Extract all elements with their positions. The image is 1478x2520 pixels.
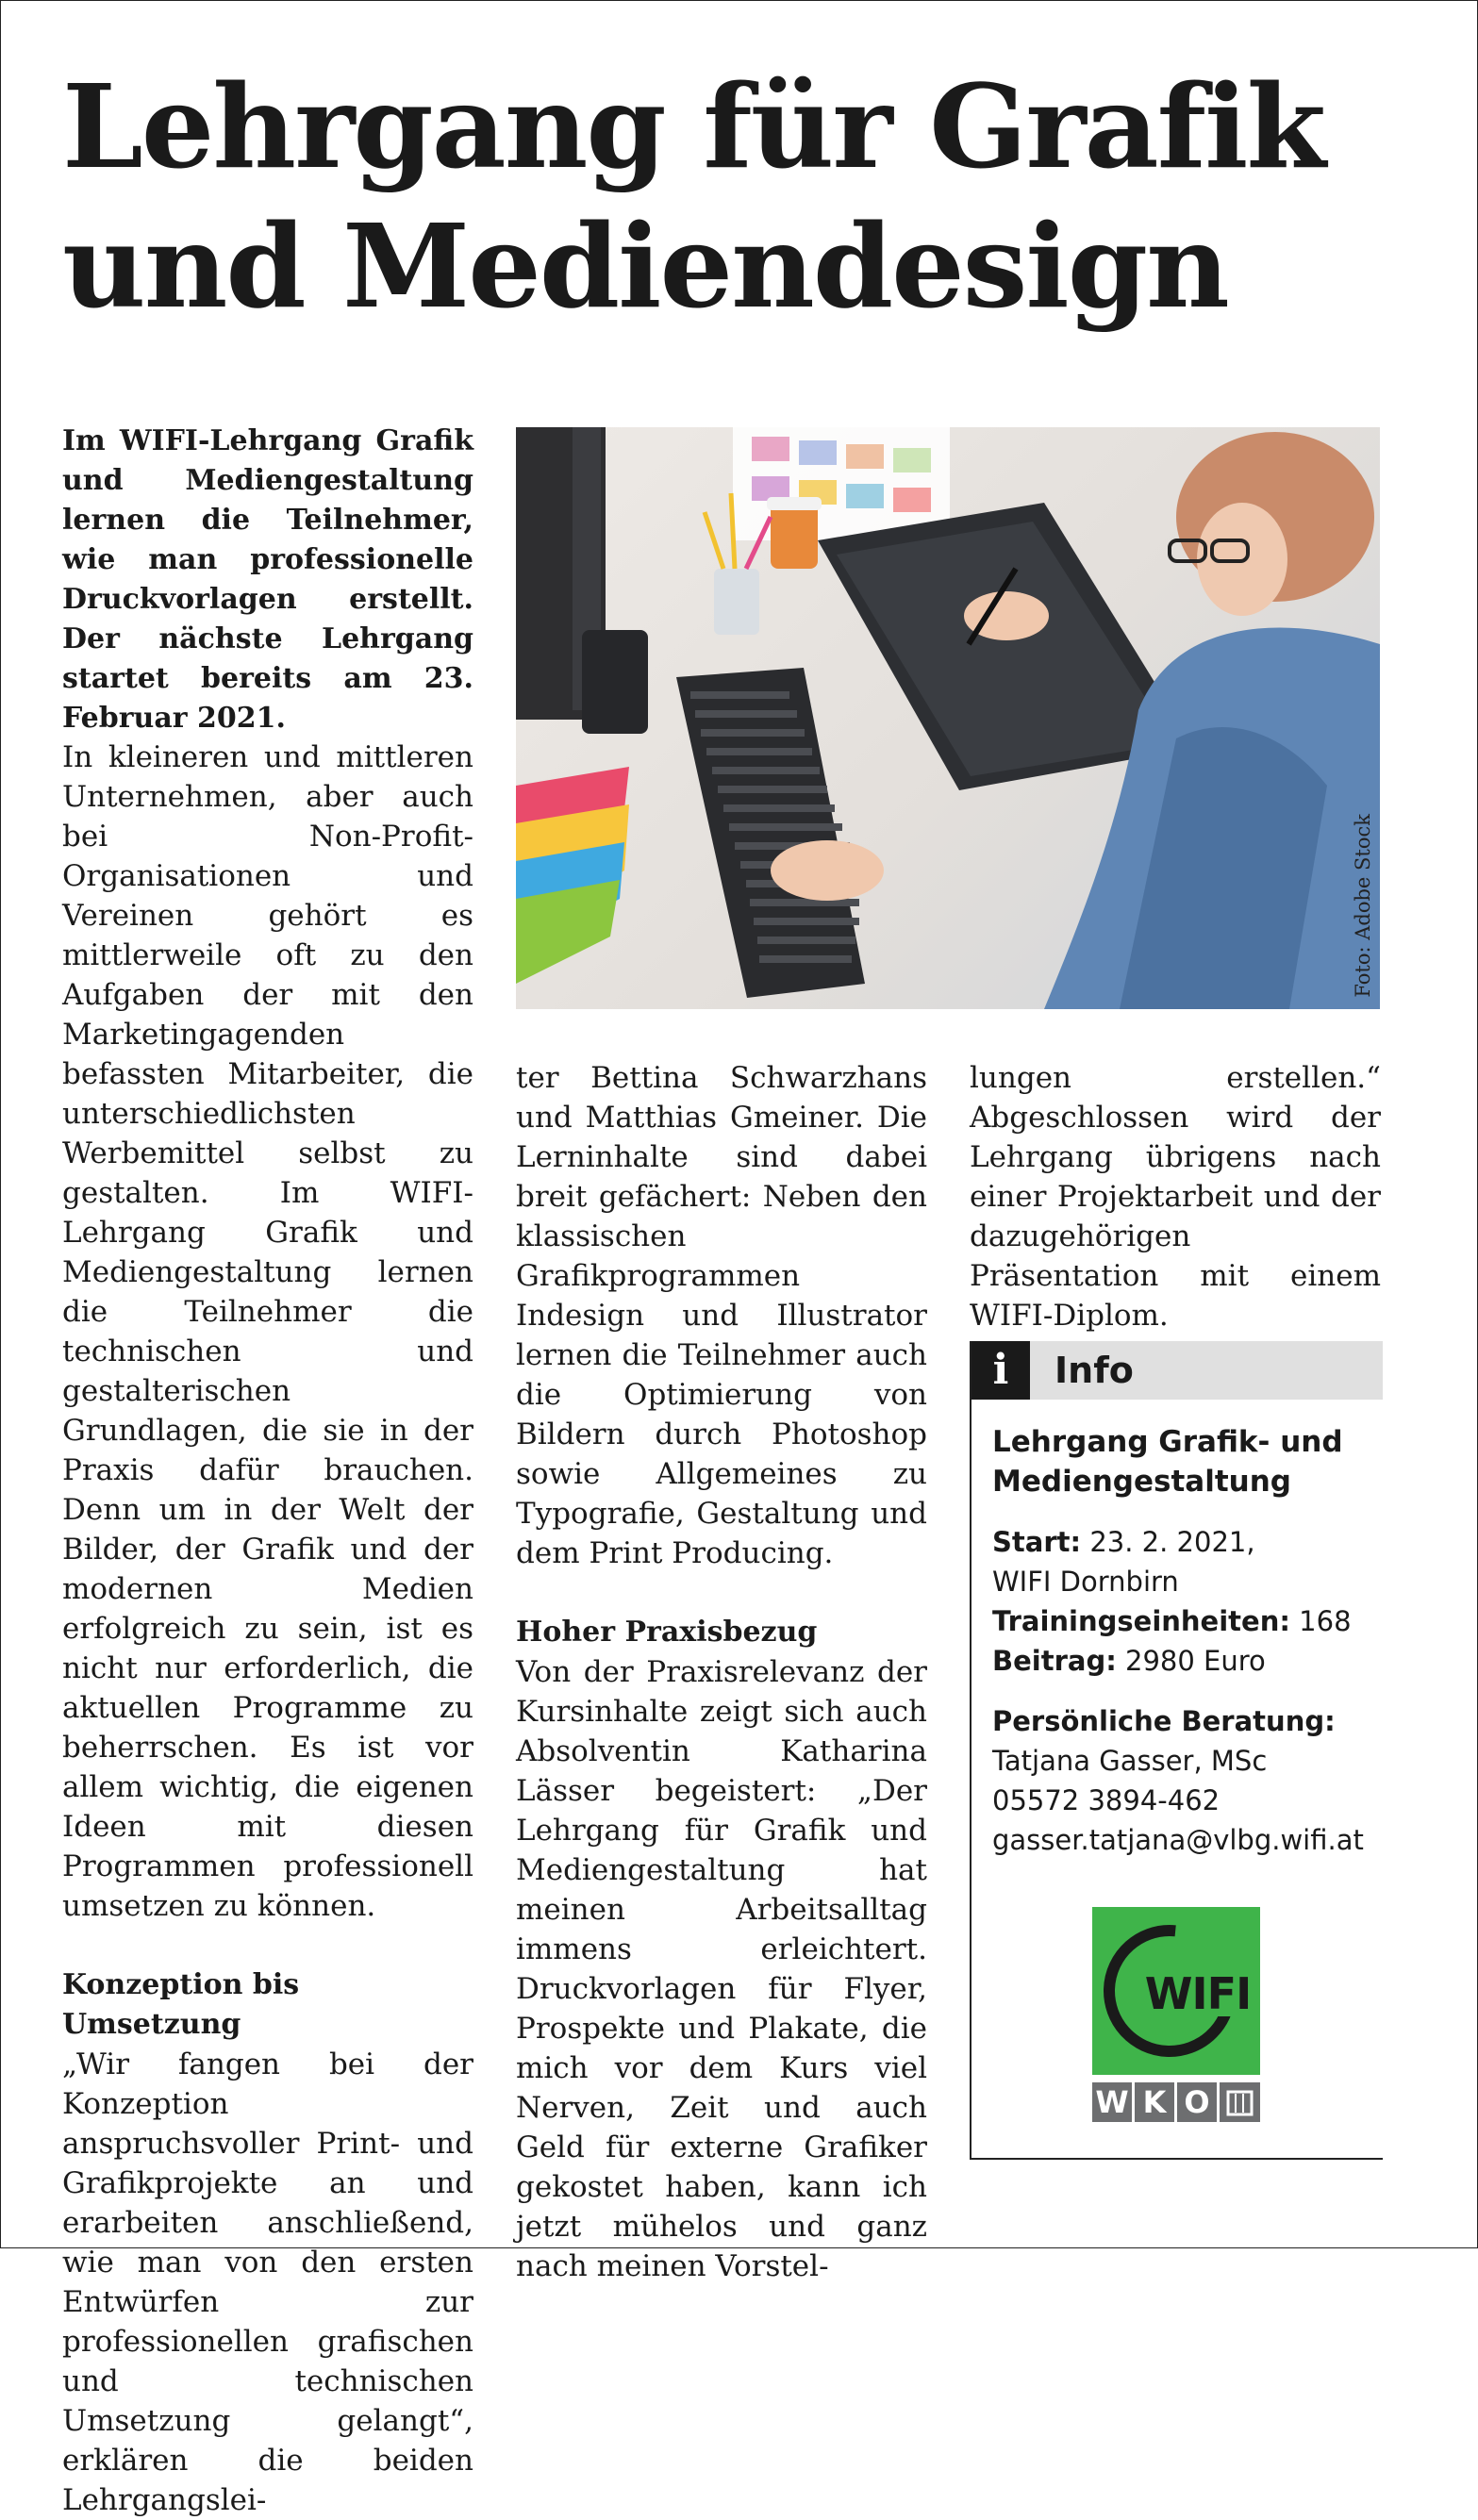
info-title: Info (1055, 1350, 1134, 1391)
svg-text:WIFI: WIFI (1144, 1968, 1252, 2019)
column-2 (516, 1058, 927, 2286)
wifi-wko-logo (1092, 1907, 1260, 2122)
lead-paragraph: Im WIFI-Lehrgang Grafik und Mediengestaltung lernen die Teilnehmer, wie man professionelle Druckvorlagen erstellt. Der nächste Lehrgang startet bereits am 23. Februar 2021. (62, 424, 473, 735)
svg-text:W: W (1095, 2084, 1129, 2120)
info-units (992, 1601, 1379, 1641)
info-fee (992, 1641, 1379, 1681)
subhead-praxisbezug: Hoher Praxisbezug (516, 1616, 818, 1649)
article-photo (516, 427, 1380, 1009)
headline: Lehrgang für Grafik und Mediendesign (62, 58, 1325, 334)
body-paragraph-2: „Wir fangen bei der Konzeption anspruchsvoller Print- und Grafikprojekte an und erarbeiten anschließend, wie man von den ersten Entwürfen zur professionellen grafischen und technischen Umsetzung gelangt“, erklären die beiden Lehrgangslei- (62, 2048, 473, 2517)
body-paragraph-3: Von der Praxisrelevanz der Kursinhalte zeigt sich auch Absolventin Katharina Lässer begeistert: „Der Lehrgang für Grafik und Mediengestaltung hat meinen Arbeitsalltag immens erleichtert. Druckvorlagen für Flyer, Prospekte und Plakate, die mich vor dem Kurs viel Nerven, Zeit und auch Geld für externe Grafiker gekostet haben, kann ich jetzt mühelos und ganz nach meinen Vorstel- (516, 1655, 927, 2283)
body-paragraph-1: In kleineren und mittleren Unternehmen, aber auch bei Non-Profit-Organisationen und Vereinen gehört es mittlerweile oft zu den Aufgaben der mit den Marketingagenden befassten Mitarbeiter, die unterschiedlichsten Werbemittel selbst zu gestalten. Im WIFI-Lehrgang Grafik und Mediengestaltung lernen die Teilnehmer die technischen und gestalterischen Grundlagen, die sie in der Praxis dafür brauchen. Denn um in der Welt der Bilder, der Grafik und der modernen Medien erfolgreich zu sein, ist es nicht nur erforderlich, die aktuellen Programme zu beherrschen. Es ist vor allem wichtig, die eigenen Ideen mit diesen Programmen professionell umsetzen zu können. (62, 740, 473, 1923)
body-paragraph-2-cont: ter Bettina Schwarzhans und Matthias Gmeiner. Die Lerninhalte sind dabei breit gefächert: Neben den klassischen Grafikprogrammen Indesign und Illustrator lernen die Teilnehmer auch die Optimierung von Bildern durch Photoshop sowie Allgemeines zu Typografie, Gestaltung und dem Print Producing. (516, 1061, 927, 1570)
info-consult-phone: 05572 3894-462 (992, 1784, 1221, 1816)
info-consult-label: Persönliche Beratung: (992, 1705, 1336, 1737)
info-box (970, 1341, 1383, 2160)
info-fee-label: Beitrag: (992, 1645, 1117, 1677)
info-location: WIFI Dornbirn (992, 1566, 1179, 1598)
info-fee-value: 2980 Euro (1125, 1645, 1266, 1677)
info-start (992, 1522, 1379, 1562)
info-content (992, 1422, 1379, 1860)
info-start-value: 23. 2. 2021, (1089, 1526, 1255, 1558)
info-start-label: Start: (992, 1526, 1082, 1558)
info-consult-name: Tatjana Gasser, MSc (992, 1745, 1268, 1777)
body-paragraph-3-cont: lungen erstellen.“ Abgeschlossen wird der Lehrgang übrigens nach einer Projektarbeit und der dazugehörigen Präsentation mit einem WIFI-Diplom. (970, 1061, 1381, 1333)
photo-credit: Foto: Adobe Stock (1352, 814, 1374, 998)
svg-text:K: K (1142, 2084, 1167, 2120)
info-header (971, 1341, 1383, 1400)
info-units-value: 168 (1299, 1605, 1352, 1637)
info-consult-email[interactable]: gasser.tatjana@vlbg.wifi.at (992, 1824, 1364, 1856)
svg-text:O: O (1184, 2084, 1210, 2120)
subhead-konzeption: Konzeption bis Umsetzung (62, 1968, 300, 2041)
info-icon: i (971, 1341, 1030, 1400)
photo-illustration (516, 427, 1380, 1009)
column-3 (970, 1058, 1381, 1335)
info-course-title: Lehrgang Grafik- und Mediengestaltung (992, 1425, 1343, 1499)
info-units-label: Trainingseinheiten: (992, 1605, 1290, 1637)
column-1 (62, 738, 473, 2520)
